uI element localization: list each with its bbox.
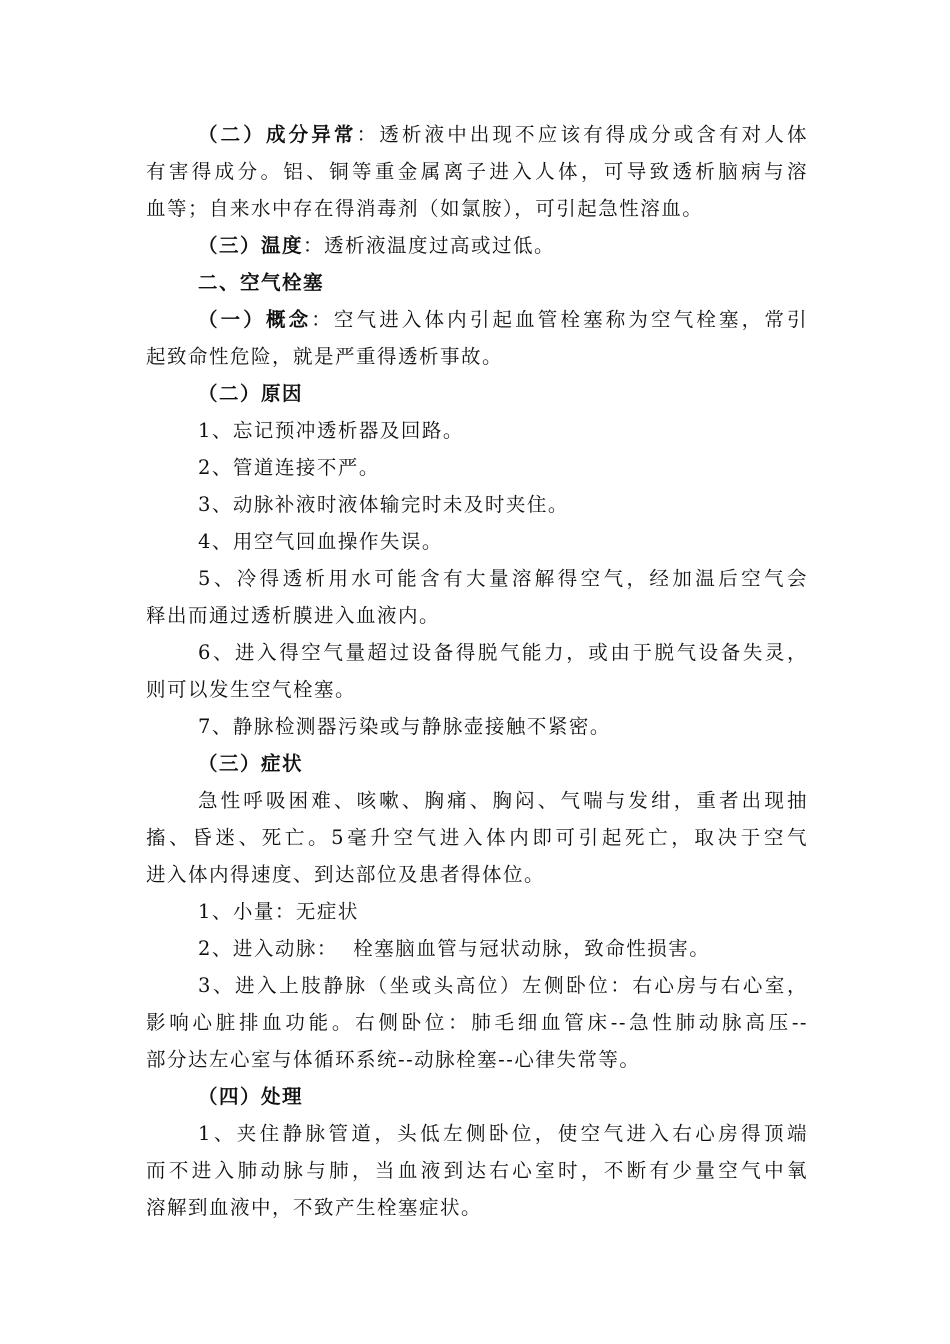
- list-item-continuation: 则可以发生空气栓塞。: [146, 678, 357, 701]
- list-item: 5、冷得透析用水可能含有大量溶解得空气，经加温后空气会: [198, 567, 808, 590]
- list-item-continuation: 而不进入肺动脉与肺，当血液到达右心室时，不断有少量空气中氧: [146, 1159, 808, 1182]
- document-page: [146, 116, 808, 1226]
- section-heading: （二）成分异常: [198, 123, 357, 146]
- section-heading: （四）处理: [198, 1085, 304, 1108]
- list-item: 2、进入动脉： 栓塞脑血管与冠状动脉，致命性损害。: [198, 937, 711, 960]
- section-heading: （二）原因: [198, 382, 304, 405]
- list-item: 1、夹住静脉管道，头低左侧卧位，使空气进入右心房得顶端: [198, 1122, 808, 1145]
- chapter-heading: 二、空气栓塞: [198, 271, 325, 294]
- list-item: 4、用空气回血操作失误。: [198, 530, 443, 553]
- list-item-continuation: 部分达左心室与体循环系统--动脉栓塞--心律失常等。: [146, 1048, 641, 1071]
- list-item-continuation: 影响心脏排血功能。右侧卧位：肺毛细血管床--急性肺动脉高压--: [146, 1011, 808, 1034]
- paragraph-text: ：透析液中出现不应该有得成分或含有对人体: [356, 123, 808, 146]
- paragraph-line: 有害得成分。铝、铜等重金属离子进入人体，可导致透析脑病与溶: [146, 160, 808, 183]
- list-item: 3、进入上肢静脉（坐或头高位）左侧卧位：右心房与右心室，: [198, 974, 808, 997]
- list-item-continuation: 释出而通过透析膜进入血液内。: [146, 604, 441, 627]
- list-item: 3、动脉补液时液体输完时未及时夹住。: [198, 493, 569, 516]
- paragraph-line: [146, 116, 808, 153]
- list-item: 6、进入得空气量超过设备得脱气能力，或由于脱气设备失灵，: [198, 641, 808, 664]
- section-heading: （一）概念: [198, 308, 312, 331]
- paragraph-line: [146, 227, 808, 264]
- list-item: 1、忘记预冲透析器及回路。: [198, 419, 464, 442]
- paragraph-line: 急性呼吸困难、咳嗽、胸痛、胸闷、气喘与发绀，重者出现抽: [198, 789, 808, 812]
- section-heading: （三）症状: [198, 752, 304, 775]
- list-item: 2、管道连接不严。: [198, 456, 380, 479]
- paragraph-line: [146, 301, 808, 338]
- paragraph-text: ：透析液温度过高或过低。: [303, 234, 556, 257]
- paragraph-line: 起致命性危险，就是严重得透析事故。: [146, 345, 504, 368]
- paragraph-line: 进入体内得速度、到达部位及患者得体位。: [146, 863, 546, 886]
- paragraph-line: 血等；自来水中存在得消毒剂（如氯胺），可引起急性溶血。: [146, 197, 704, 220]
- list-item: 1、小量：无症状: [198, 900, 359, 923]
- paragraph-text: ：空气进入体内引起血管栓塞称为空气栓塞，常引: [311, 308, 808, 331]
- section-heading: （三）温度: [198, 234, 304, 257]
- paragraph-line: 搐、昏迷、死亡。5毫升空气进入体内即可引起死亡，取决于空气: [146, 826, 808, 849]
- list-item: 7、静脉检测器污染或与静脉壶接触不紧密。: [198, 715, 611, 738]
- list-item-continuation: 溶解到血液中，不致产生栓塞症状。: [146, 1196, 483, 1219]
